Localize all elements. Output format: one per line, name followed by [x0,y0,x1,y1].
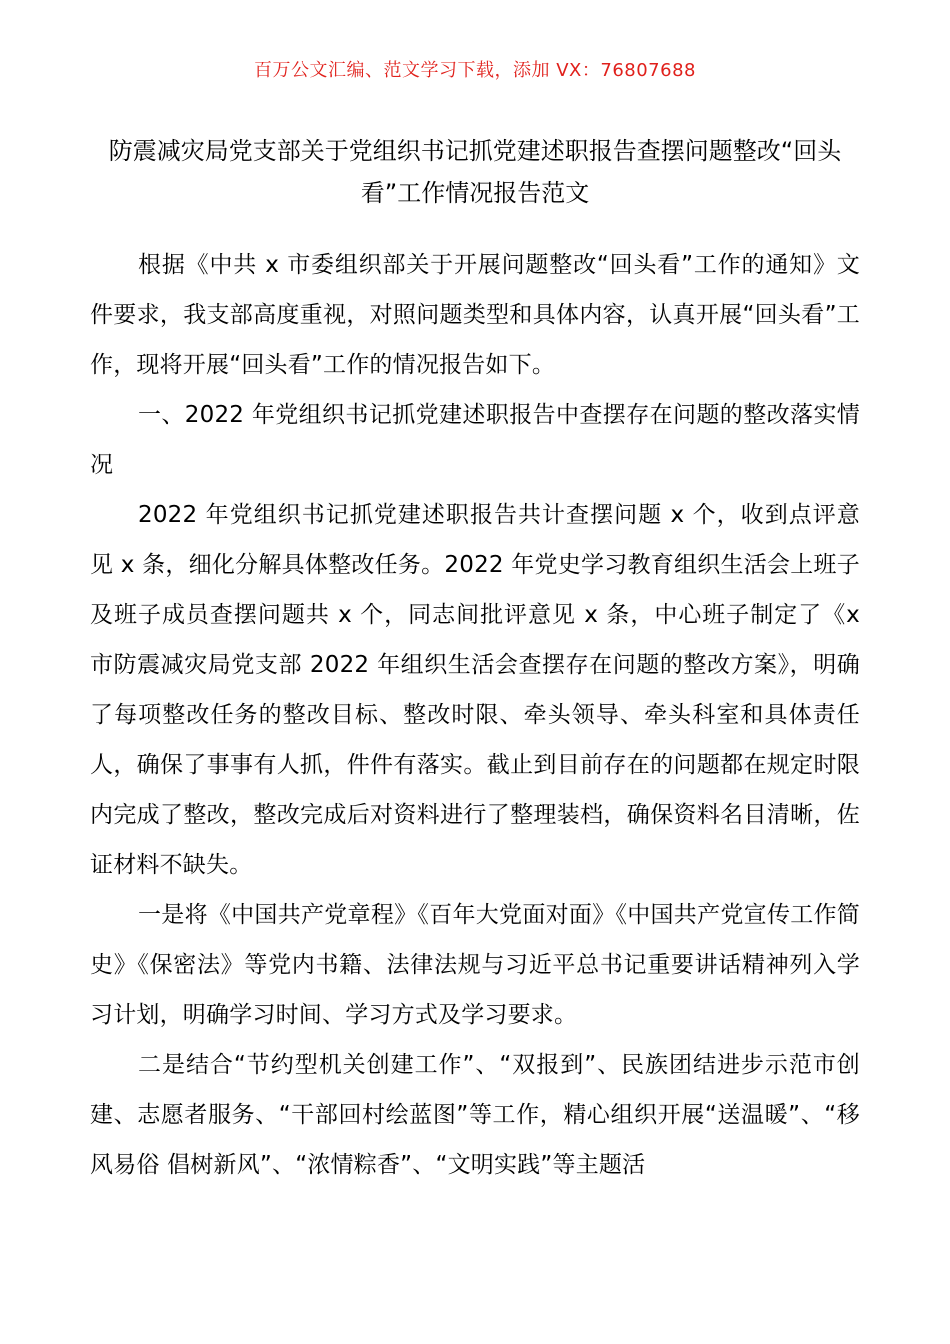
paragraph-point-2: 二是结合“节约型机关创建工作”、“双报到”、民族团结进步示范市创建、志愿者服务、“干部回村绘蓝图”等工作，精心组织开展“送温暖”、“移风易俗 倡树新风”、“浓情粽香”、“文明实践”等主题活 [90,1052,860,1178]
document-body [90,240,860,1190]
paragraph-intro: 根据《中共 x 市委组织部关于开展问题整改“回头看”工作的通知》文件要求，我支部高度重视，对照问题类型和具体内容，认真开展“回头看”工作，现将开展“回头看”工作的情况报告如下。 [90,252,860,378]
paragraph-point-1: 一是将《中国共产党章程》《百年大党面对面》《中国共产党宣传工作简史》《保密法》等党内书籍、法律法规与习近平总书记重要讲话精神列入学习计划，明确学习时间、学习方式及学习要求。 [90,902,860,1028]
document-title: 防震减灾局党支部关于党组织书记抓党建述职报告查摆问题整改“回头看”工作情况报告范文 [108,137,842,207]
paragraph-rectification: 2022 年党组织书记抓党建述职报告共计查摆问题 x 个，收到点评意见 x 条，细化分解具体整改任务。2022 年党史学习教育组织生活会上班子及班子成员查摆问题共 x 个，同志间批评意见 x 条，中心班子制定了《x 市防震减灾局党支部 2022 年组织生活会查摆存在问题的整改方案》，明确了每项整改任务的整改目标、整改时限、牵头领导、牵头科室和具体责任人，确保了事事有人抓，件件有落实。截止到目前存在的问题都在规定时限内完成了整改，整改完成后对资料进行了整理装档，确保资料名目清晰，佐证材料不缺失。 [90,502,860,878]
header-note: 百万公文汇编、范文学习下载，添加 VX：76807688 [254,60,696,81]
section-heading-1: 一、2022 年党组织书记抓党建述职报告中查摆存在问题的整改落实情况 [90,402,860,478]
